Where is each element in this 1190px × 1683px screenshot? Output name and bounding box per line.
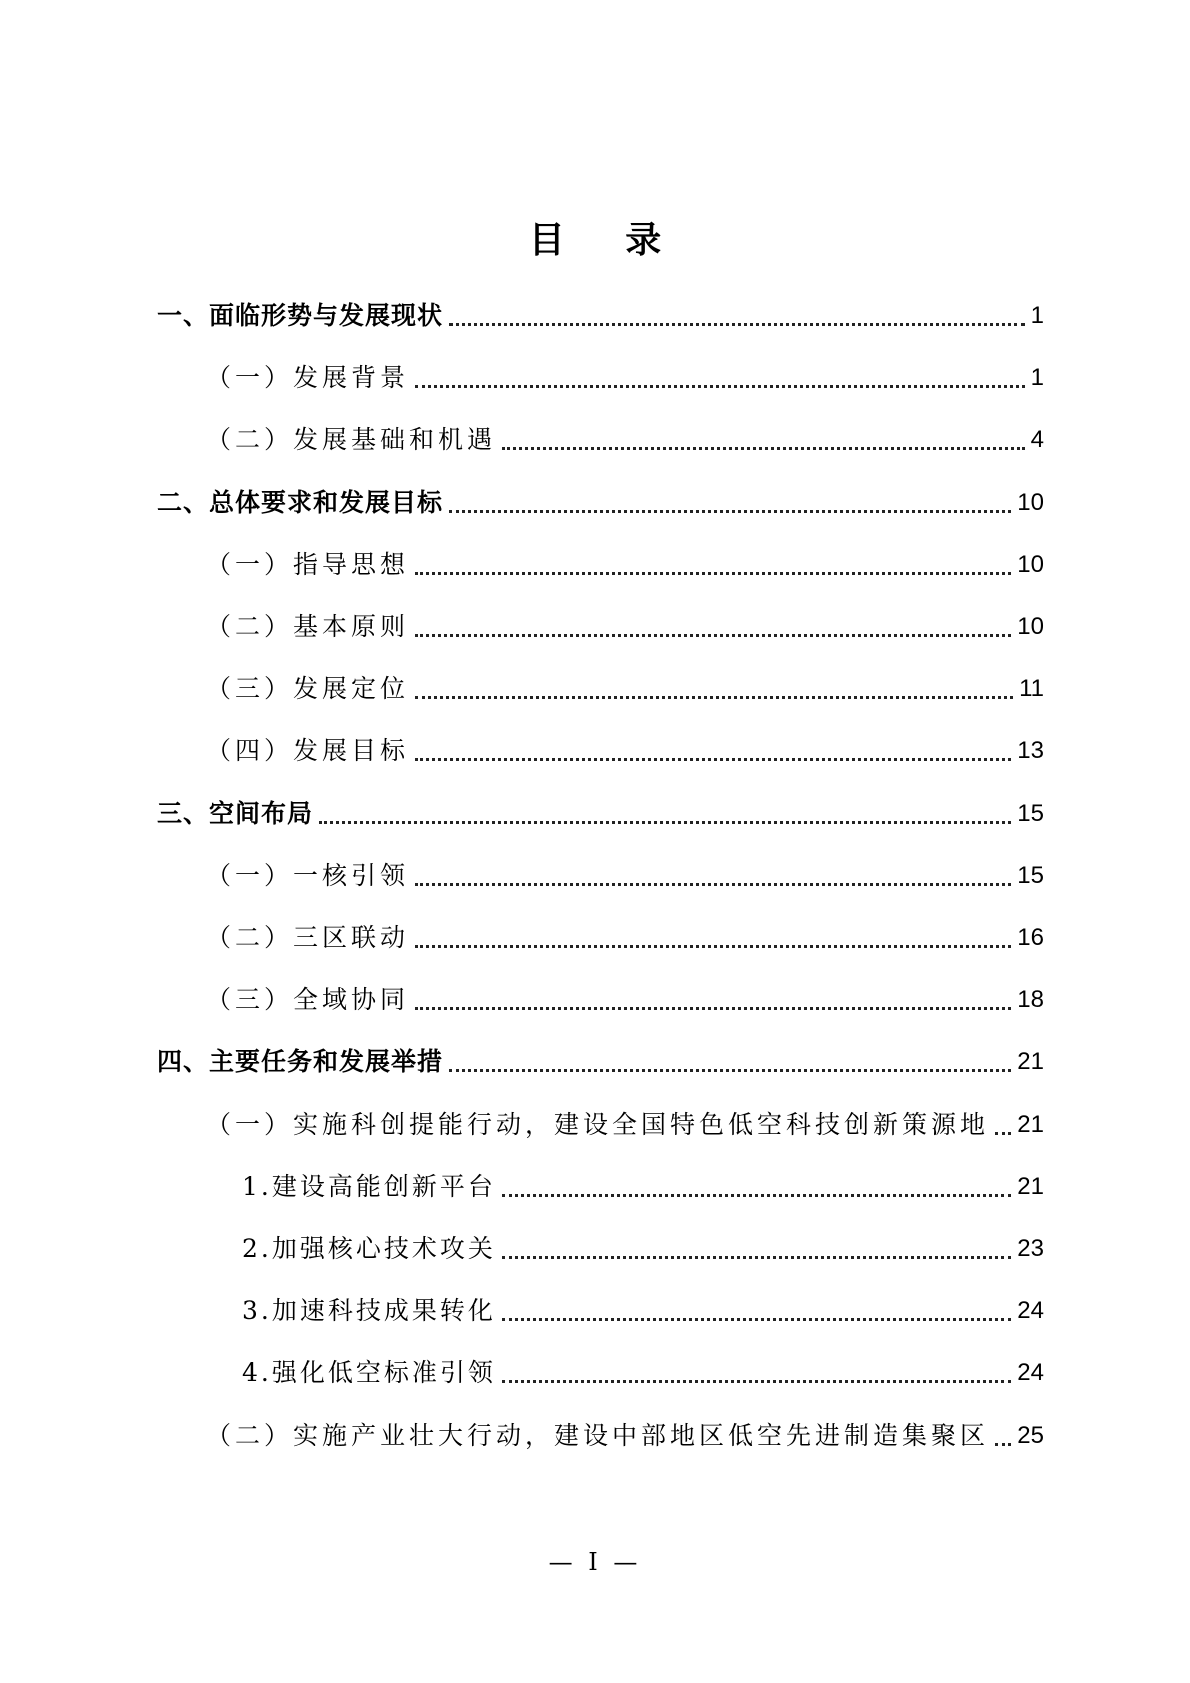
dot-leader	[415, 694, 1013, 699]
toc-entry-label: 二、总体要求和发展目标	[157, 488, 444, 517]
toc-entry-label: 2.加强核心技术攻关	[242, 1234, 496, 1263]
toc-entry-label: 3.加速科技成果转化	[242, 1296, 496, 1325]
dot-leader	[502, 1316, 1011, 1321]
dot-leader	[415, 756, 1011, 761]
toc-entry[interactable]	[206, 1105, 1044, 1145]
dot-leader	[415, 632, 1011, 637]
toc-entry-label: （二）实施产业壮大行动，建设中部地区低空先进制造集聚区	[206, 1421, 990, 1450]
toc-entry[interactable]	[206, 918, 1044, 958]
dot-leader	[415, 943, 1011, 948]
toc-entry[interactable]	[206, 607, 1044, 647]
toc-entry-label: （二）基本原则	[206, 612, 410, 641]
toc-entry-label: （一）指导思想	[206, 550, 410, 579]
toc-entry-page: 21	[1017, 1111, 1044, 1138]
toc-entry[interactable]	[157, 794, 1044, 834]
toc-entry-page: 23	[1017, 1235, 1044, 1262]
toc-entry-page: 4	[1030, 426, 1044, 453]
toc-entry-page: 18	[1017, 986, 1044, 1013]
page-number-footer: — I —	[548, 1548, 642, 1576]
toc-entry[interactable]	[206, 980, 1044, 1020]
toc-entry-page: 21	[1017, 1048, 1044, 1075]
dot-leader	[415, 881, 1011, 886]
toc-entry[interactable]	[206, 1416, 1044, 1456]
toc-entry[interactable]	[206, 545, 1044, 585]
toc-entry[interactable]	[242, 1291, 1044, 1331]
dot-leader	[502, 1378, 1011, 1383]
toc-entry-page: 21	[1017, 1173, 1044, 1200]
toc-entry-label: （三）全域协同	[206, 985, 410, 1014]
toc-entry-page: 15	[1017, 800, 1044, 827]
dot-leader	[415, 570, 1011, 575]
dot-leader	[449, 1067, 1011, 1072]
toc-entry-page: 16	[1017, 924, 1044, 951]
toc-entry[interactable]	[206, 358, 1044, 398]
toc-entry[interactable]	[157, 1042, 1044, 1082]
toc-entry[interactable]	[206, 856, 1044, 896]
toc-entry[interactable]	[206, 669, 1044, 709]
toc-entry-label: 一、面临形势与发展现状	[157, 301, 444, 330]
dot-leader	[502, 1192, 1011, 1197]
toc-entry-label: （一）发展背景	[206, 363, 410, 392]
dot-leader	[995, 1130, 1011, 1135]
dot-leader	[502, 1254, 1011, 1259]
toc-entry[interactable]	[242, 1229, 1044, 1269]
dot-leader	[319, 819, 1011, 824]
toc-entry-label: （三）发展定位	[206, 674, 410, 703]
toc-entry[interactable]	[157, 296, 1044, 336]
dot-leader	[449, 321, 1025, 326]
toc-entry-page: 13	[1017, 737, 1044, 764]
toc-entry[interactable]	[206, 420, 1044, 460]
toc-entry-page: 24	[1017, 1359, 1044, 1386]
toc-entry-page: 1	[1030, 302, 1044, 329]
dot-leader	[502, 445, 1025, 450]
toc-entry[interactable]	[157, 483, 1044, 523]
toc-entry[interactable]	[242, 1167, 1044, 1207]
toc-entry-page: 10	[1017, 489, 1044, 516]
toc-entry-label: （一）一核引领	[206, 861, 410, 890]
toc-entry-label: 四、主要任务和发展举措	[157, 1047, 444, 1076]
toc-entry-page: 10	[1017, 551, 1044, 578]
toc-entry-label: 4.强化低空标准引领	[242, 1358, 496, 1387]
toc-entry-label: 三、空间布局	[157, 799, 314, 828]
toc-entry-label: （一）实施科创提能行动，建设全国特色低空科技创新策源地	[206, 1110, 990, 1139]
toc-entry-page: 25	[1017, 1422, 1044, 1449]
toc-entry-label: 1.建设高能创新平台	[242, 1172, 496, 1201]
dot-leader	[995, 1441, 1011, 1446]
toc-entry-label: （四）发展目标	[206, 736, 410, 765]
toc-entry-page: 11	[1019, 675, 1044, 702]
toc-entry-page: 10	[1017, 613, 1044, 640]
toc-entry-page: 24	[1017, 1297, 1044, 1324]
toc-entry-label: （二）三区联动	[206, 923, 410, 952]
dot-leader	[415, 1005, 1011, 1010]
toc-entry-label: （二）发展基础和机遇	[206, 425, 497, 454]
page-title: 目 录	[528, 220, 686, 261]
toc-entry-page: 15	[1017, 862, 1044, 889]
toc-entry-page: 1	[1030, 364, 1044, 391]
toc-entry[interactable]	[242, 1353, 1044, 1393]
dot-leader	[449, 508, 1011, 513]
toc-entry[interactable]	[206, 731, 1044, 771]
dot-leader	[415, 383, 1025, 388]
